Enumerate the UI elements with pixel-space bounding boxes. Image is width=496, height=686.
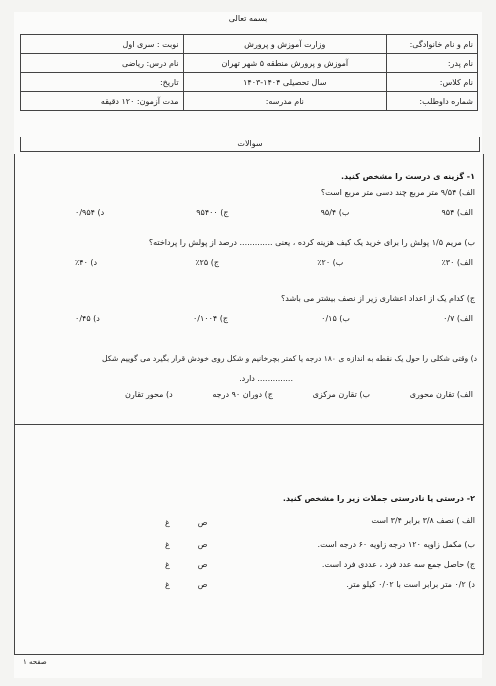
option[interactable]: د) ۴۰٪ [75,258,98,267]
q1d-text-2: .............. دارد. [239,374,293,383]
divider [15,424,483,425]
student-name-label: نام و نام خانوادگی: [387,35,478,54]
option[interactable]: ج) ۰/۱۰۰۴ [193,314,229,323]
candidate-number-label: شماره داوطلب: [387,92,478,111]
q2-item-text: ب) مکمل زاویه ۱۲۰ درجه زاویه ۶۰ درجه است. [317,540,475,549]
option[interactable]: ب) ۹۵/۴ [320,208,350,217]
q1d-text: د) وقتی شکلی را حول یک نقطه به اندازه ی ۱۸۰ درجه یا کمتر بچرخانیم و شکل روی خودش قرار بگیرد می گوییم شکل [101,354,477,363]
q1a-text: الف) ۹/۵۴ متر مربع چند دسی متر مربع است؟ [320,188,475,197]
option[interactable]: ب) تقارن مرکزی [312,390,370,399]
option[interactable]: ج) دوران ۹۰ درجه [212,390,273,399]
false-choice[interactable]: غ [165,580,170,589]
school-year: سال تحصیلی ۱۴۰۴-۱۴۰۳ [183,73,386,92]
q1b-options [75,258,473,267]
false-choice[interactable]: غ [165,540,170,549]
header-table [20,34,478,111]
option[interactable]: ج) ۲۵٪ [195,258,220,267]
q2-title: ۲- درستی یا نادرستی جملات زیر را مشخص کنید. [282,494,475,503]
header-row [21,54,478,73]
exam-duration: مدت آزمون: ۱۲۰ دقیقه [21,92,184,111]
false-choice[interactable]: غ [165,560,170,569]
date-label: تاریخ: [21,73,184,92]
option[interactable]: الف) ۳۰٪ [441,258,473,267]
q1d-options [125,390,473,399]
header-row [21,92,478,111]
header-row [21,35,478,54]
option[interactable]: د) ۰/۹۵۴ [75,208,105,217]
q1a-options [75,208,473,217]
district-name: آموزش و پرورش منطقه ۵ شهر تهران [183,54,386,73]
option[interactable]: ج) ۹۵۴۰۰ [196,208,229,217]
school-name-label: نام مدرسه: [183,92,386,111]
option[interactable]: د) ۰/۴۵ [75,314,100,323]
q2-item-text: الف ) نصف ۳/۸ برابر ۳/۴ است [371,516,475,525]
q1c-options [75,314,473,323]
q2-item-choices [165,580,207,589]
section-title: سوالات [20,137,480,152]
false-choice[interactable]: غ [165,518,170,527]
q2-item-text: ج) حاصل جمع سه عدد فرد ، عددی فرد است. [321,560,475,569]
header-row [21,73,478,92]
q1c-text: ج) کدام یک از اعداد اعشاری زیر از نصف بیشتر می باشد؟ [281,294,475,303]
ministry-name: وزارت آموزش و پرورش [183,35,386,54]
q2-item-choices [165,518,207,527]
option[interactable]: الف) ۰/۷ [443,314,473,323]
exam-paper [14,12,482,678]
option[interactable]: الف) ۹۵۴ [441,208,473,217]
questions-area [14,154,484,666]
subject-name: نام درس: ریاضی [21,54,184,73]
exam-round: نوبت : سری اول [21,35,184,54]
option[interactable]: ب) ۲۰٪ [317,258,344,267]
father-name-label: نام پدر: [387,54,478,73]
q1-title: ۱- گزینه ی درست را مشخص کنید. [340,172,475,181]
class-name-label: نام کلاس: [387,73,478,92]
true-choice[interactable]: ص [197,560,208,569]
q2-item-choices [165,560,207,569]
true-choice[interactable]: ص [197,518,208,527]
q2-item-choices [165,540,207,549]
true-choice[interactable]: ص [197,580,208,589]
q2-item-text: د) ۰/۲ متر برابر است با ۰/۰۲ کیلو متر. [346,580,475,589]
option[interactable]: الف) تقارن محوری [409,390,473,399]
q1b-text: ب) مریم ۱/۵ پولش را برای خرید یک کیف هزینه کرده ، یعنی ............. درصد از پولش را پرداخته؟ [148,238,475,247]
bismillah: بسمه تعالی [228,14,268,23]
page-number: صفحه ۱ [23,658,47,666]
true-choice[interactable]: ص [197,540,208,549]
option[interactable]: د) محور تقارن [125,390,173,399]
option[interactable]: ب) ۰/۱۵ [321,314,350,323]
